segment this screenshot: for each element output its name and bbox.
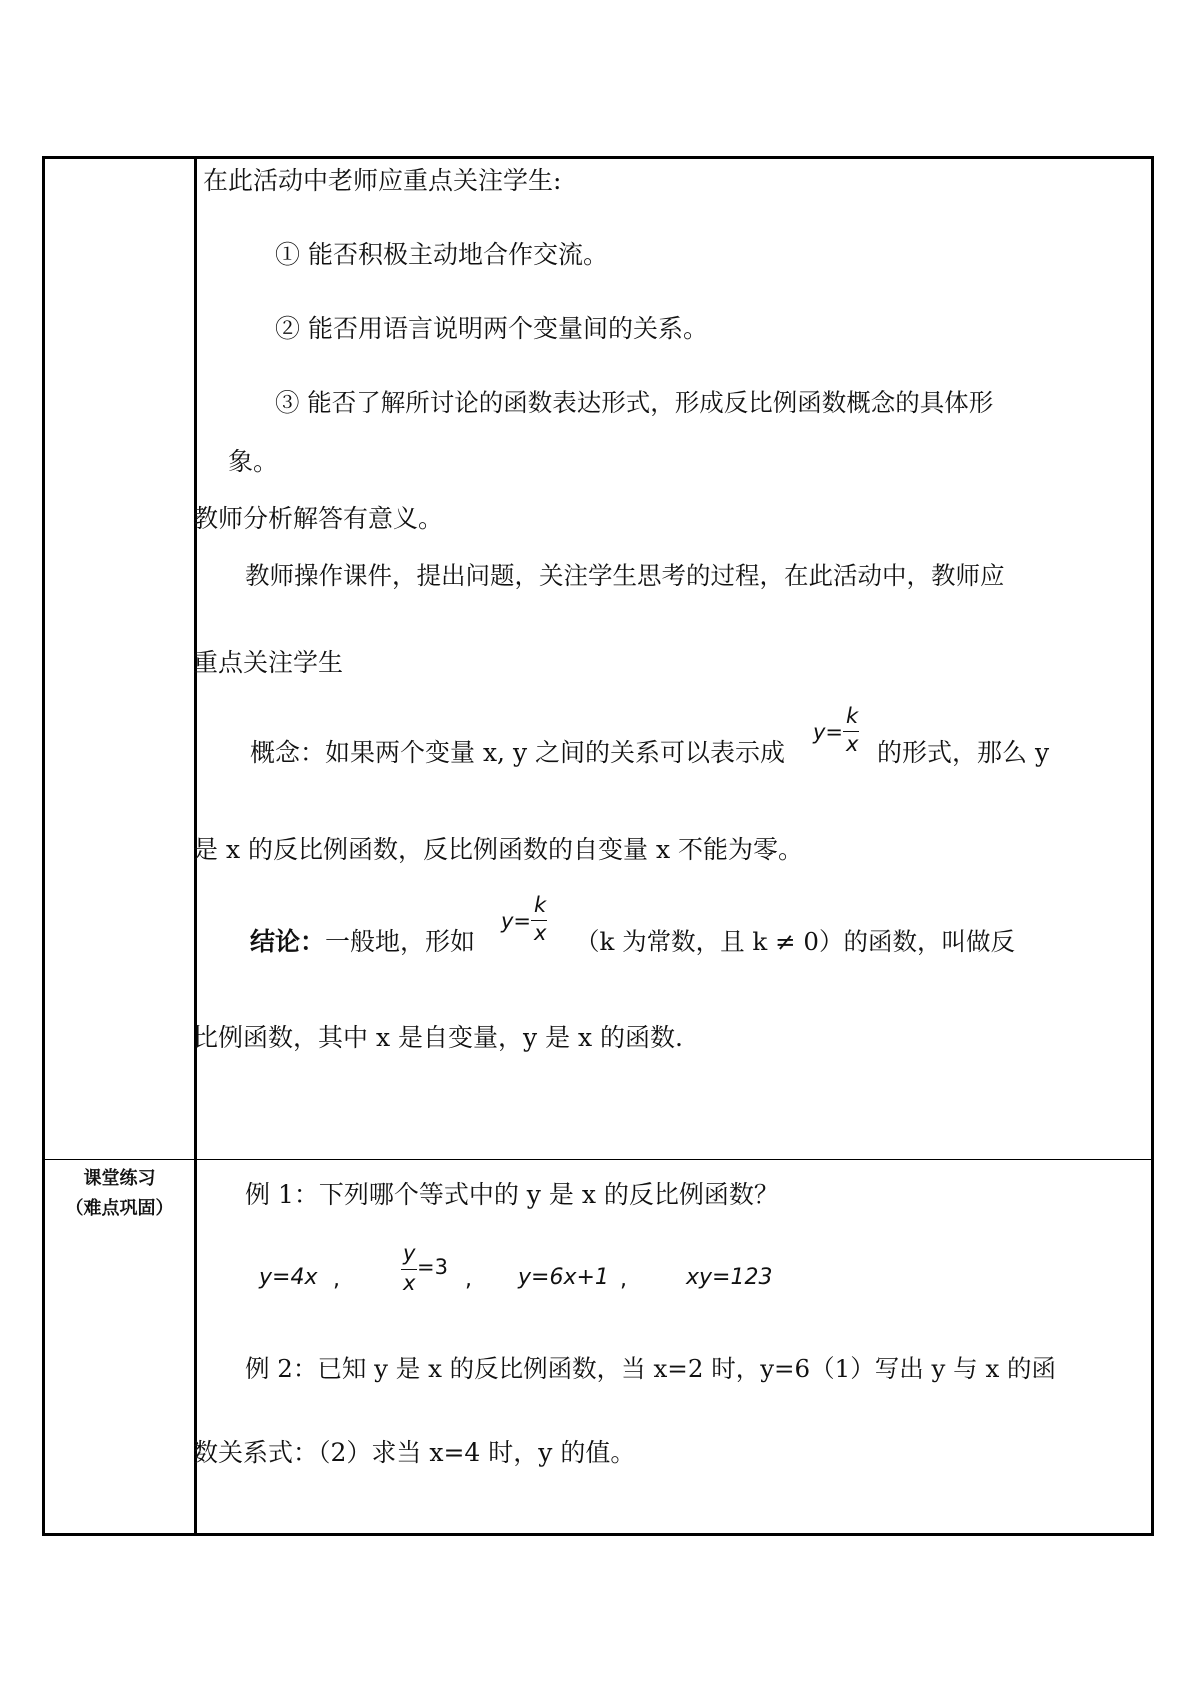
formula-denominator: x bbox=[534, 921, 547, 945]
formula-denominator: x bbox=[846, 732, 859, 756]
concept-suffix: 的形式，那么 y bbox=[877, 738, 1050, 767]
focus-item-1: ① 能否积极主动地合作交流。 bbox=[275, 240, 608, 269]
option-a-comma: , bbox=[333, 1267, 340, 1292]
practice-label-line1: 课堂练习 bbox=[83, 1168, 156, 1189]
option-a: y=4x bbox=[259, 1265, 318, 1290]
concept-line2: 是 x 的反比例函数，反比例函数的自变量 x 不能为零。 bbox=[193, 835, 803, 864]
option-d: xy=123 bbox=[686, 1265, 773, 1290]
example2-line1: 例 2：已知 y 是 x 的反比例函数，当 x=2 时，y=6（1）写出 y 与 x 的函 bbox=[245, 1354, 1057, 1383]
concept-formula bbox=[813, 704, 873, 764]
teacher-operation-line1: 教师操作课件，提出问题，关注学生思考的过程，在此活动中，教师应 bbox=[245, 561, 1005, 590]
option-b-denominator: x bbox=[403, 1271, 416, 1295]
conclusion-mid: 一般地，形如 bbox=[325, 927, 476, 956]
teacher-operation-line2: 重点关注学生 bbox=[193, 648, 344, 677]
focus-intro: 在此活动中老师应重点关注学生: bbox=[203, 166, 562, 195]
option-b bbox=[399, 1241, 469, 1307]
concept-prefix: 概念：如果两个变量 x, y 之间的关系可以表示成 bbox=[250, 738, 786, 767]
formula-lhs: y= bbox=[501, 909, 532, 933]
formula-lhs: y= bbox=[813, 720, 844, 744]
lesson-table bbox=[42, 156, 1154, 1536]
row-divider bbox=[45, 1159, 1151, 1160]
conclusion-formula bbox=[501, 893, 561, 953]
option-b-comma: , bbox=[465, 1267, 472, 1292]
fraction-bar bbox=[401, 1269, 417, 1270]
teacher-analysis: 教师分析解答有意义。 bbox=[193, 504, 444, 533]
option-b-numerator: y bbox=[403, 1241, 416, 1265]
conclusion-label: 结论： bbox=[250, 927, 326, 956]
focus-item-3: ③ 能否了解所讨论的函数表达形式，形成反比例函数概念的具体形 bbox=[275, 388, 994, 417]
conclusion-tail: （k 为常数，且 k ≠ 0）的函数，叫做反 bbox=[575, 927, 1015, 956]
focus-item-3-cont: 象。 bbox=[228, 447, 279, 476]
practice-label-line2: （难点巩固） bbox=[65, 1198, 174, 1219]
option-c: y=6x+1 bbox=[518, 1265, 609, 1290]
example1: 例 1：下列哪个等式中的 y 是 x 的反比例函数？ bbox=[245, 1180, 779, 1209]
option-b-rhs: =3 bbox=[417, 1255, 448, 1279]
formula-numerator: k bbox=[534, 893, 547, 917]
formula-numerator: k bbox=[846, 704, 859, 728]
option-c-comma: , bbox=[620, 1267, 627, 1292]
focus-item-2: ② 能否用语言说明两个变量间的关系。 bbox=[275, 314, 708, 343]
conclusion-line2: 比例函数，其中 x 是自变量，y 是 x 的函数. bbox=[193, 1023, 684, 1052]
example2-line2: 数关系式：（2）求当 x=4 时，y 的值。 bbox=[193, 1438, 636, 1467]
